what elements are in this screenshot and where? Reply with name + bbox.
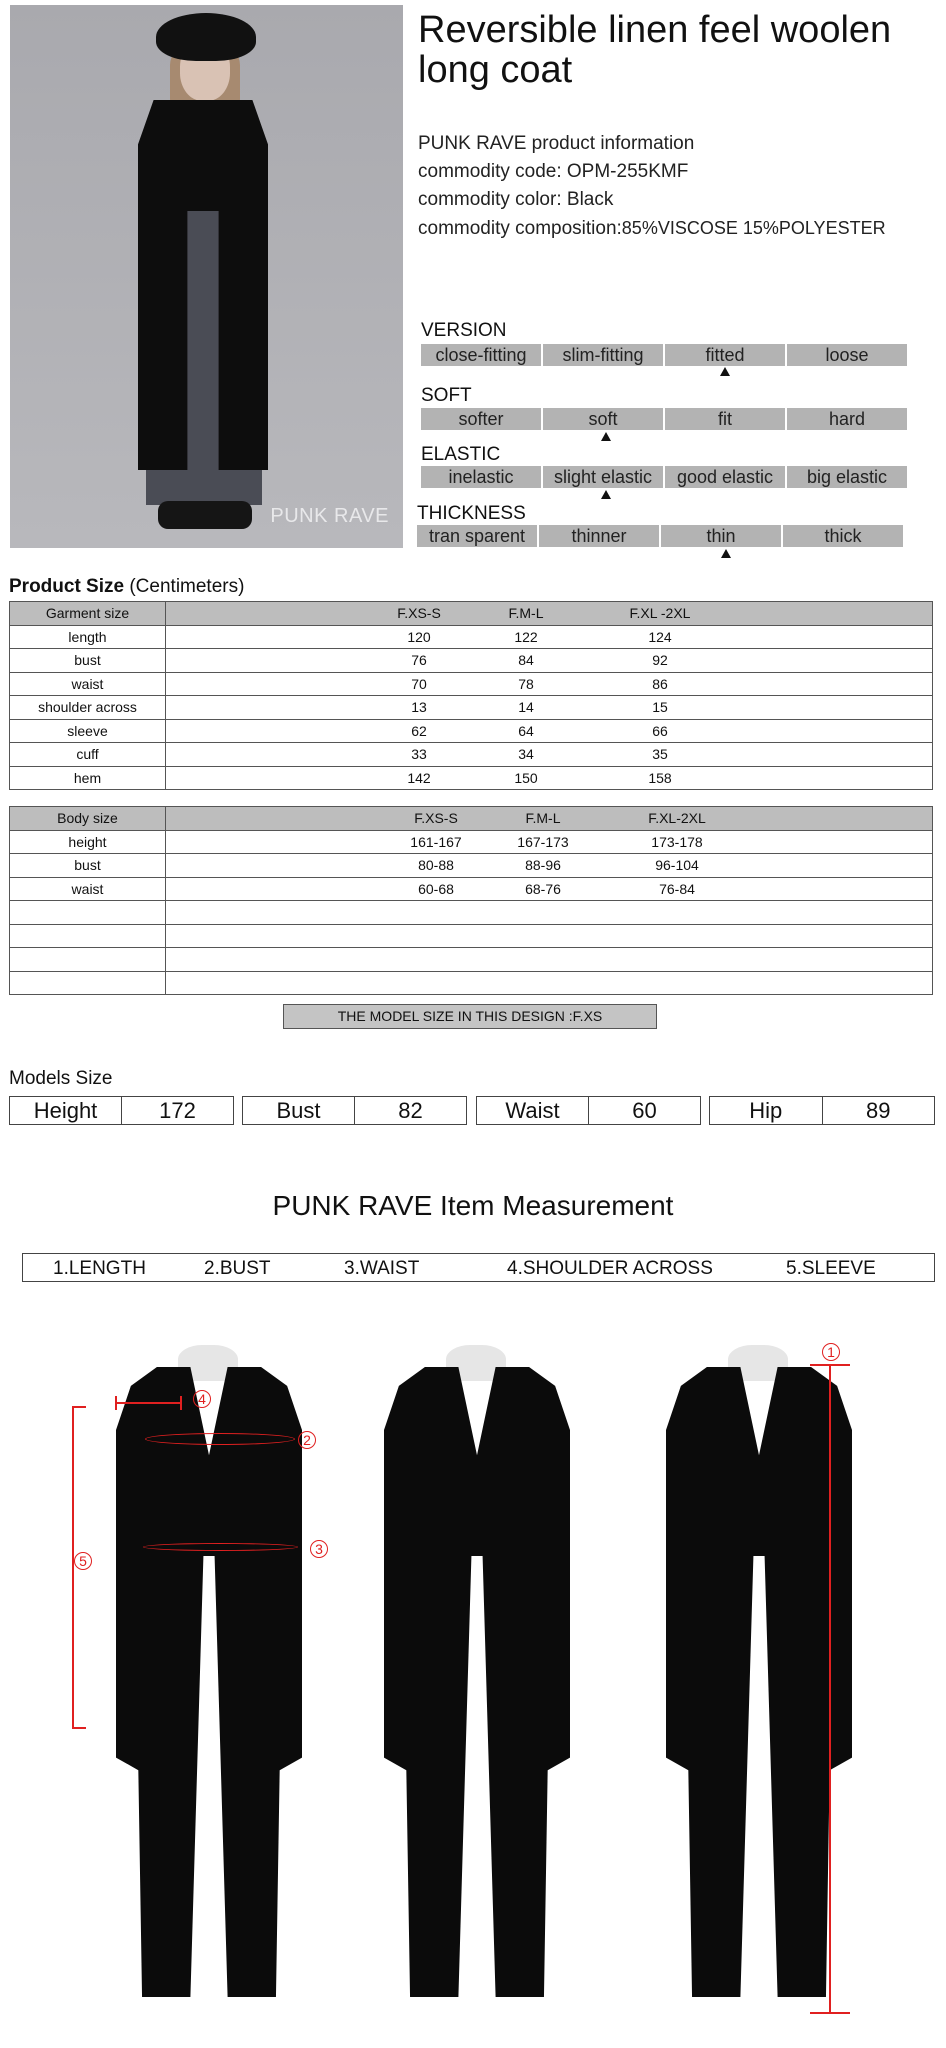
measurement-legend [22, 1253, 935, 1282]
column-header: F.XS-S [414, 810, 458, 827]
version-option: fitted [665, 344, 785, 366]
column-header: F.XS-S [397, 605, 441, 622]
table-row: hem 142 150 158 [10, 766, 933, 790]
soft-option: fit [665, 408, 785, 430]
product-photo [10, 5, 403, 548]
model-waist-value: 60 [632, 1098, 657, 1123]
version-label: VERSION [421, 320, 507, 341]
thickness-label: THICKNESS [417, 503, 526, 524]
model-waist-box [476, 1096, 701, 1125]
model-bust-box [242, 1096, 467, 1125]
info-composition: commodity composition:85%VISCOSE 15%POLYESTER [418, 218, 886, 239]
color-value: Black [566, 189, 614, 210]
version-scale [421, 344, 907, 366]
sleeve-measure-cap [72, 1406, 86, 1408]
product-title: Reversible linen feel woolen long coat [418, 9, 892, 91]
table-header-row [10, 807, 933, 831]
header-cell: Garment size [10, 602, 166, 626]
column-header: F.XL-2XL [648, 810, 706, 827]
marker-2-icon: 2 [298, 1431, 316, 1449]
table-row-empty [10, 971, 933, 995]
version-selected-marker-icon [720, 367, 730, 376]
elastic-scale [421, 466, 907, 488]
soft-option: softer [421, 408, 541, 430]
soft-option: soft [543, 408, 663, 430]
garment-size-table [9, 601, 933, 790]
code-value: OPM-255KMF [566, 161, 689, 182]
model-height-value: 172 [159, 1098, 196, 1123]
version-option: slim-fitting [543, 344, 663, 366]
model-bust-label: Bust [243, 1097, 355, 1124]
model-size-note: THE MODEL SIZE IN THIS DESIGN :F.XS [283, 1004, 657, 1029]
garment-shape [116, 1367, 302, 1997]
model-hip-box [709, 1096, 935, 1125]
version-option: close-fitting [421, 344, 541, 366]
legend-length: 1.LENGTH [53, 1258, 146, 1279]
column-header: F.M-L [508, 605, 544, 622]
legend-shoulder: 4.SHOULDER ACROSS [507, 1258, 713, 1279]
legend-waist: 3.WAIST [344, 1258, 420, 1279]
soft-label: SOFT [421, 385, 472, 406]
elastic-option: good elastic [665, 466, 785, 488]
legend-bust: 2.BUST [204, 1258, 271, 1279]
shoulder-measure-cap [115, 1396, 117, 1410]
marker-4-icon: 4 [193, 1390, 211, 1408]
model-shoes [158, 501, 252, 529]
info-color: commodity color: Black [418, 189, 614, 210]
shoulder-measure-cap [180, 1396, 182, 1410]
length-measure-cap [810, 2012, 850, 2014]
model-height-box [9, 1096, 234, 1125]
table-row: cuff 33 34 35 [10, 743, 933, 767]
garment-front-closed-diagram [368, 1345, 586, 2005]
model-hip-label: Hip [710, 1097, 823, 1124]
product-info [418, 130, 886, 243]
elastic-option: inelastic [421, 466, 541, 488]
soft-scale [421, 408, 907, 430]
table-row: sleeve 62 64 66 [10, 719, 933, 743]
table-row: height 161-167 167-173 173-178 [10, 830, 933, 854]
table-row: waist 70 78 86 [10, 672, 933, 696]
thickness-option: thick [783, 525, 903, 547]
thickness-option: thinner [539, 525, 659, 547]
table-row: bust 76 84 92 [10, 649, 933, 673]
table-row-empty [10, 924, 933, 948]
table-row: shoulder across 13 14 15 [10, 696, 933, 720]
length-measure-cap [810, 1364, 850, 1366]
models-size-title: Models Size [9, 1068, 113, 1089]
garment-shape [384, 1367, 570, 1997]
version-option: loose [787, 344, 907, 366]
info-heading: PUNK RAVE product information [418, 133, 695, 154]
table-row: length 120 122 124 [10, 625, 933, 649]
garment-back-diagram [650, 1345, 868, 2005]
product-size-title: Product Size (Centimeters) [9, 576, 245, 597]
model-hip-value: 89 [866, 1098, 891, 1123]
waist-measure-ring [143, 1543, 298, 1551]
table-header-row [10, 602, 933, 626]
shoulder-measure-line [115, 1402, 181, 1404]
model-bust-value: 82 [398, 1098, 423, 1123]
header-cell: Body size [10, 807, 166, 831]
thickness-option: tran sparent [417, 525, 537, 547]
legend-sleeve: 5.SLEEVE [786, 1258, 876, 1279]
soft-selected-marker-icon [601, 432, 611, 441]
thickness-selected-marker-icon [721, 549, 731, 558]
model-hat [156, 13, 256, 61]
elastic-selected-marker-icon [601, 490, 611, 499]
marker-3-icon: 3 [310, 1540, 328, 1558]
table-row: waist 60-68 68-76 76-84 [10, 877, 933, 901]
table-row-empty [10, 901, 933, 925]
model-waist-label: Waist [477, 1097, 589, 1124]
elastic-option: slight elastic [543, 466, 663, 488]
elastic-label: ELASTIC [421, 444, 501, 465]
table-row-empty [10, 948, 933, 972]
length-measure-line [829, 1364, 831, 2012]
measurement-title: PUNK RAVE Item Measurement [272, 1190, 674, 1221]
thickness-option: thin [661, 525, 781, 547]
sleeve-measure-cap [72, 1727, 86, 1729]
sleeve-measure-line [72, 1406, 74, 1727]
model-height-label: Height [10, 1097, 122, 1124]
photo-watermark: PUNK RAVE [270, 505, 389, 527]
marker-1-icon: 1 [822, 1343, 840, 1361]
table-row: bust 80-88 88-96 96-104 [10, 854, 933, 878]
marker-5-icon: 5 [74, 1552, 92, 1570]
thickness-scale [417, 525, 903, 547]
bust-measure-ring [145, 1433, 295, 1445]
soft-option: hard [787, 408, 907, 430]
elastic-option: big elastic [787, 466, 907, 488]
body-size-table [9, 806, 933, 995]
column-header: F.M-L [525, 810, 561, 827]
column-header: F.XL -2XL [629, 605, 691, 622]
garment-shape [666, 1367, 852, 1997]
info-code: commodity code: OPM-255KMF [418, 161, 689, 182]
composition-value: 85%VISCOSE 15%POLYESTER [621, 218, 886, 238]
